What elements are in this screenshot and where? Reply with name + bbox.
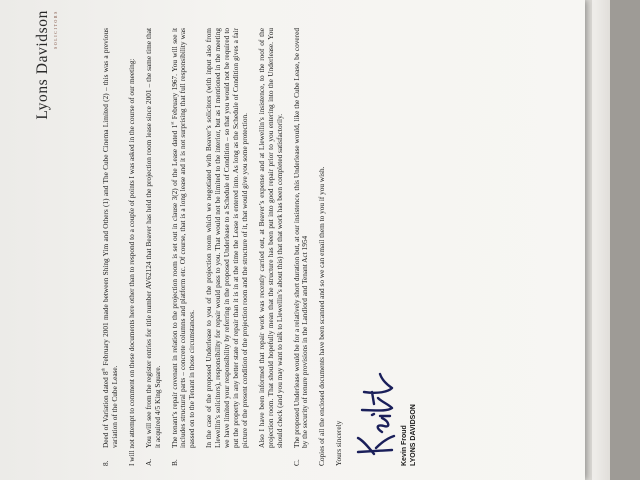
- point-b-repair-note: Also I have been informed that repair work was recently carried out, at Beaver’s expense and at Llewellin’s insistence, to the roof of the projection room. That should hopefully mean that the structure has been put into good repair prior to you entering into the Underlease. You should check (and you may want to talk to Llewellin’s about this) that that work has been completed satisfactorily.: [256, 28, 284, 448]
- point-text: February 1967. You will see it includes structural parts – concrete columns and platform etc. Of course, that is a long lease and it is not surprising that full responsibility was passed on to the Tenant in those circumstances.: [169, 27, 197, 448]
- firm-logo-name: Lyons Davidson: [34, 10, 51, 120]
- signer-block: [400, 28, 418, 466]
- handwritten-signature-image: [352, 368, 398, 458]
- letterhead: [34, 10, 58, 120]
- point-text: The tenant’s repair covenant in relation to the projection room is set out in clause 3(2) of the Lease dated 1: [169, 124, 179, 448]
- closing-note: Copies of all the enclosed documents have been scanned and so we can email them to you if you wish.: [317, 166, 327, 466]
- point-text: You will see from the register entries for title number AV62124 that Beaver has held the projection room lease since 2001 – the same time that it acquired 4/5 King Square.: [143, 28, 162, 448]
- signoff: Yours sincerely: [334, 420, 344, 466]
- point-text: The proposed Underlease would be for a relatively short duration but, at our insistence, this Underlease would, like the Cube Lease, be covered by the security of tenure provisions in the Landlord and Tenant Act 1954: [291, 28, 310, 448]
- point-letter: C.: [291, 459, 301, 466]
- point-letter: B.: [169, 459, 179, 466]
- item-text: February 2001 made between Shing Yim and Others (1) and The Cube Cinema Limited (2) – this was a previous variation of the Cube Lease.: [101, 28, 119, 448]
- signer-firm: LYONS DAVIDSON: [410, 404, 418, 466]
- signer-name: Kevin Froud: [401, 425, 409, 466]
- item-number: 8.: [101, 460, 110, 466]
- point-b: [171, 28, 198, 466]
- letter-body: [102, 28, 418, 466]
- point-c: [293, 28, 311, 466]
- point-a: [145, 28, 163, 466]
- ordinal-suffix: st: [169, 121, 175, 125]
- item-text: Deed of Variation dated 8: [101, 371, 110, 448]
- point-b-continued: In the case of the proposed Underlease to you of the projection room which we negotiated with Beaver’s solicitors (with input also from Llewellin’s solicitors), responsibility for repair would pass to you. That would not be limited to the interior, but as I mentioned in the meeting we have limited your responsibility by referring in the proposed Underlease to a Schedule of Condition – so that you would not be required to put the property in any better state of repair than it is in at the time the Lease is entered into. As long as the Schedule of Condition gives a fair picture of the present condition of the projection room and the structure of it, that would give you some protection.: [204, 28, 249, 448]
- underlying-sheet: [610, 0, 640, 480]
- intro-paragraph: I will not attempt to comment on these documents here other than to respond to a couple of points I was asked in the course of our meeting:: [126, 58, 136, 466]
- item-8: [102, 28, 120, 466]
- point-letter: A.: [143, 458, 153, 466]
- ordinal-suffix: th: [100, 367, 106, 372]
- signature: [350, 28, 400, 466]
- firm-logo-tagline: SOLICITORS: [53, 10, 58, 50]
